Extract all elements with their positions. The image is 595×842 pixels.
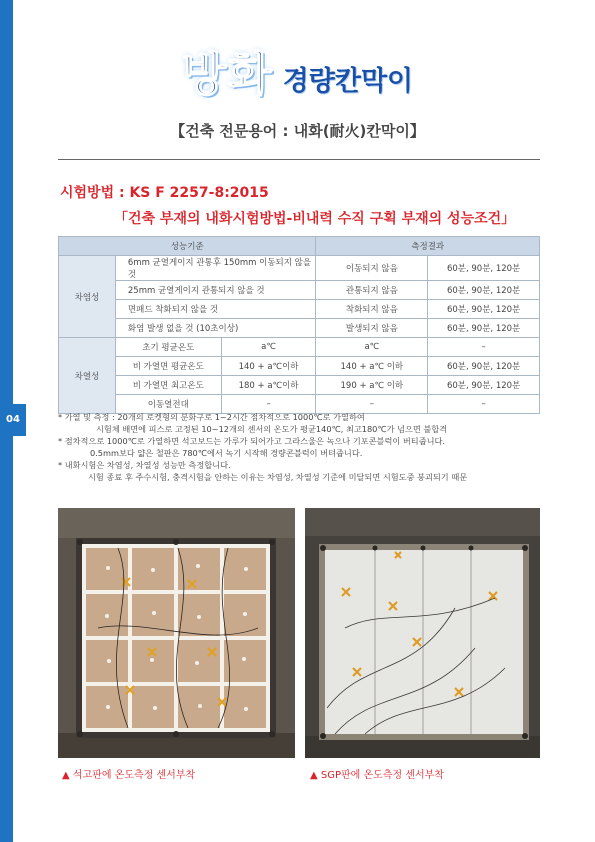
- measure-cell: –: [316, 395, 428, 414]
- measure-cell: 관통되지 않음: [316, 281, 428, 300]
- note-line: * 점차적으로 1000℃로 가열하면 석고보드는 가루가 되어가고 그라스울은 녹으나 기포콘블럭이 버티줍니다.: [58, 436, 446, 446]
- page-number-tab: 04: [0, 404, 26, 436]
- header-standard: 성능기준: [59, 237, 316, 256]
- time-cell: 60분, 90분, 120분: [428, 319, 540, 338]
- time-cell: –: [428, 395, 540, 414]
- caption-sgp-board: ▲ SGP판에 온도측정 센서부착: [310, 770, 444, 781]
- note-line: * 가열 및 측정 : 20개의 로켓형의 분화구로 1~2시간 점차적으로 1000℃로 가열하여: [58, 412, 365, 422]
- limit-cell: 180 + a℃이하: [221, 376, 316, 395]
- group-flame-barrier: 차염성: [59, 256, 116, 338]
- criterion-cell: 화염 발생 없을 것 (10초이상): [115, 319, 316, 338]
- measure-cell: a℃: [316, 338, 428, 357]
- test-method-label: 시험방법 : KS F 2257-8:2015: [60, 185, 269, 201]
- measure-cell: 140 + a℃ 이하: [316, 357, 428, 376]
- title-sub: 경량칸막이: [282, 66, 414, 97]
- notes-block: [58, 411, 548, 483]
- photo-sgp-board-specimen: [305, 508, 540, 758]
- item-cell: 비 가열면 평균온도: [115, 357, 221, 376]
- table-row: [59, 357, 540, 376]
- divider-line: [58, 159, 540, 160]
- time-cell: 60분, 90분, 120분: [428, 300, 540, 319]
- item-cell: 초기 평균온도: [115, 338, 221, 357]
- table-row: [59, 338, 540, 357]
- time-cell: 60분, 90분, 120분: [428, 357, 540, 376]
- limit-cell: 140 + a℃이하: [221, 357, 316, 376]
- time-cell: –: [428, 338, 540, 357]
- note-line: * 내화시험은 차염성, 차열성 성능만 측정합니다.: [58, 460, 231, 470]
- measure-cell: 착화되지 않음: [316, 300, 428, 319]
- time-cell: 60분, 90분, 120분: [428, 256, 540, 281]
- criterion-cell: 면패드 착화되지 않을 것: [115, 300, 316, 319]
- caption-gypsum-board: ▲ 석고판에 온도측정 센서부착: [62, 770, 196, 781]
- item-cell: 비 가열면 최고온도: [115, 376, 221, 395]
- table-row: [59, 281, 540, 300]
- measure-cell: 190 + a℃ 이하: [316, 376, 428, 395]
- group-heat-insulation: 차열성: [59, 338, 116, 414]
- title-main: 방화: [181, 47, 273, 101]
- measure-cell: 발생되지 않음: [316, 319, 428, 338]
- time-cell: 60분, 90분, 120분: [428, 376, 540, 395]
- photo-gypsum-board-specimen: [58, 508, 295, 758]
- note-line: 시험 종료 후 주수시험, 충격시험을 안하는 이유는 차염성, 차열성 기준에 미달되면 시험도중 붕괴되기 때문: [88, 472, 468, 482]
- criterion-cell: 25mm 균열게이지 관통되지 않을 것: [115, 281, 316, 300]
- note-line: 0.5mm보다 얇은 철판은 780℃에서 녹기 시작해 경량콘블럭이 버텨줍니다.: [90, 448, 363, 458]
- limit-cell: –: [221, 395, 316, 414]
- table-row: [59, 319, 540, 338]
- table-header-row: [59, 237, 540, 256]
- page-title: [0, 38, 595, 104]
- item-cell: 이동열전대: [115, 395, 221, 414]
- measure-cell: 이동되지 않음: [316, 256, 428, 281]
- header-result: 측정결과: [316, 237, 540, 256]
- test-method-description: 「건축 부재의 내화시험방법-비내력 수직 구획 부재의 성능조건」: [114, 211, 516, 227]
- table-row: [59, 376, 540, 395]
- performance-table: [58, 236, 540, 414]
- page-subtitle: 【건축 전문용어 : 내화(耐火)칸막이】: [170, 122, 425, 140]
- table-row: [59, 256, 540, 281]
- criterion-cell: 6mm 균열게이지 관통후 150mm 이동되지 않을 것: [115, 256, 316, 281]
- note-line: 시험체 배면에 피스로 고정된 10~12개의 센서의 온도가 평균140℃, 최고180℃가 넘으면 불합격: [96, 424, 448, 434]
- table-row: [59, 300, 540, 319]
- limit-cell: a℃: [221, 338, 316, 357]
- time-cell: 60분, 90분, 120분: [428, 281, 540, 300]
